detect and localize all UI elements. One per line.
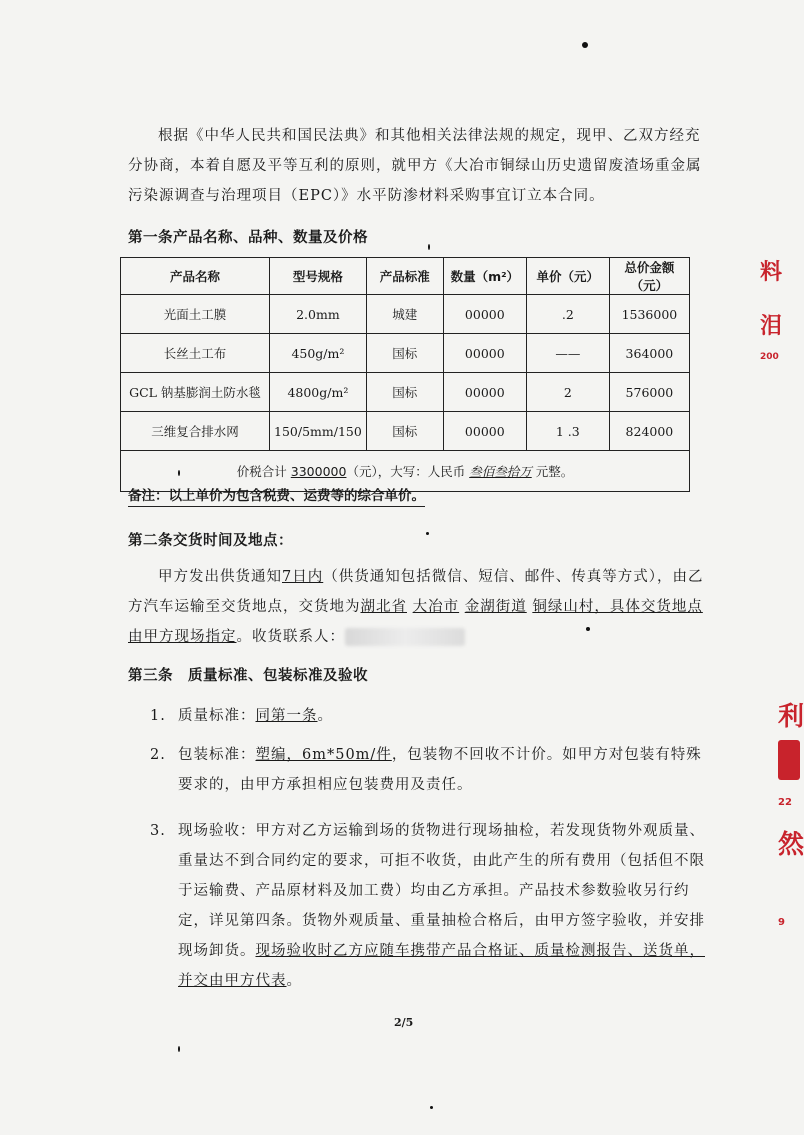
item-label: 现场验收：: [178, 823, 256, 839]
col-header: 产品名称: [121, 258, 270, 295]
list-item: [150, 701, 710, 731]
redacted-contact: [345, 628, 465, 646]
seal-number: 9: [778, 917, 785, 928]
item-text: 甲方对乙方运输到场的货物进行现场抽检，若发现货物外观质量、重量达不到合同约定的要求，可拒不收货，由此产生的所有费用（包括但不限于运输费、产品原材料及加工费）均由乙方承担。产品技术参数验收另行约定，详见第四条。货物外观质量、重量抽检合格后，由甲方签字验收，并安排现场卸货。: [178, 823, 705, 959]
cell: 1 .3: [526, 412, 609, 451]
col-header: 数量（m²）: [443, 258, 526, 295]
seal-number: 22: [778, 797, 792, 808]
mark-dot: [178, 1046, 180, 1052]
cell: 576000: [609, 373, 689, 412]
cell: 00000: [443, 373, 526, 412]
item-value: 同第一条: [255, 708, 318, 724]
cell: 国标: [366, 412, 443, 451]
mark-dot: [426, 532, 429, 535]
delivery-text: （供货通知包括微信、短信、邮件、传真等方式），由乙方汽车运输至交货地点，交货地为: [128, 569, 704, 615]
article3-title: 第三条 质量标准、包装标准及验收: [128, 668, 368, 684]
seal-char: 泪: [760, 314, 783, 339]
cell: 00000: [443, 334, 526, 373]
table-row: [121, 295, 690, 334]
product-table: [120, 257, 690, 492]
col-header: 总价金额（元）: [609, 258, 689, 295]
price-note: 备注：以上单价为包含税费、运费等的综合单价。: [128, 484, 425, 507]
cell: 00000: [443, 412, 526, 451]
cell: 长丝土工布: [121, 334, 270, 373]
delivery-text: 。收货联系人：: [236, 629, 345, 645]
seal-number: 200: [760, 352, 779, 362]
item-text: ，包装物不回收不计价。如甲方对包装有特殊要求的，由甲方承担相应包装费用及责任。: [178, 747, 702, 793]
cell: 城建: [366, 295, 443, 334]
col-header: 单价（元）: [526, 258, 609, 295]
cell: 国标: [366, 373, 443, 412]
item-text: 。: [286, 973, 302, 989]
total-amount: 3300000: [290, 464, 347, 479]
mark-dot: [582, 42, 588, 48]
delivery-paragraph: [128, 562, 710, 652]
col-header: 产品标准: [366, 258, 443, 295]
total-mid: （元），大写：人民币: [346, 464, 466, 479]
article1-title: 第一条产品名称、品种、数量及价格: [128, 230, 368, 246]
item-value: 塑编，6m*50m/件: [255, 747, 392, 763]
table-row: [121, 412, 690, 451]
article2-title: 第二条交货时间及地点：: [128, 533, 293, 549]
item-underlined-text: 现场验收时乙方应随车携带产品合格证、质量检测报告、送货单，并交由甲方代表: [178, 943, 705, 989]
list-item: [150, 740, 710, 800]
total-uppercase: 叁佰叁拾万: [469, 464, 532, 479]
seal-char: 料: [760, 260, 783, 285]
cell: 2: [526, 373, 609, 412]
cell: 150/5mm/150: [270, 412, 367, 451]
delivery-place: 大冶市: [412, 599, 460, 615]
seal-char: 然: [778, 830, 804, 860]
list-item: [150, 816, 710, 996]
item-label: 质量标准：: [178, 708, 256, 724]
table-row: [121, 373, 690, 412]
cell: 4800g/m²: [270, 373, 367, 412]
seal-block: [778, 740, 800, 780]
delivery-days: 7日内: [282, 569, 324, 585]
red-seal-fragment: [760, 258, 782, 372]
item-number: 1.: [150, 708, 166, 724]
delivery-text: 甲方发出供货通知: [158, 569, 282, 585]
cell: 2.0mm: [270, 295, 367, 334]
red-seal-fragment: [778, 700, 804, 940]
cell: ——: [526, 334, 609, 373]
cell: 1536000: [609, 295, 689, 334]
delivery-place: 铜绿山村，具体交货地点由甲方现场指定: [128, 599, 703, 645]
page-number: 2/5: [394, 1016, 414, 1029]
table-header-row: [121, 258, 690, 295]
cell: 光面土工膜: [121, 295, 270, 334]
col-header: 型号规格: [270, 258, 367, 295]
cell: 三维复合排水网: [121, 412, 270, 451]
delivery-place: 湖北省: [360, 599, 407, 615]
table-row: [121, 334, 690, 373]
cell: 364000: [609, 334, 689, 373]
seal-char: 利: [778, 702, 804, 732]
cell: 国标: [366, 334, 443, 373]
mark-dot: [430, 1106, 433, 1109]
total-prefix: 价税合计: [236, 464, 287, 479]
item-text: 。: [317, 708, 333, 724]
delivery-place: 金湖街道: [464, 599, 527, 615]
item-number: 3.: [150, 823, 166, 839]
item-number: 2.: [150, 747, 166, 763]
intro-paragraph: 根据《中华人民共和国民法典》和其他相关法律法规的规定，现甲、乙双方经充分协商，本着自愿及平等互利的原则，就甲方《大冶市铜绿山历史遗留废渣场重金属污染源调查与治理项目（EPC）》水平防渗材料采购事宜订立本合同。: [128, 128, 702, 204]
cell: GCL 钠基膨润土防水毯: [121, 373, 270, 412]
cell: 00000: [443, 295, 526, 334]
cell: .2: [526, 295, 609, 334]
mark-dot: [428, 244, 430, 250]
total-suffix: 元整。: [535, 464, 574, 479]
cell: 824000: [609, 412, 689, 451]
cell: 450g/m²: [270, 334, 367, 373]
item-label: 包装标准：: [178, 747, 256, 763]
